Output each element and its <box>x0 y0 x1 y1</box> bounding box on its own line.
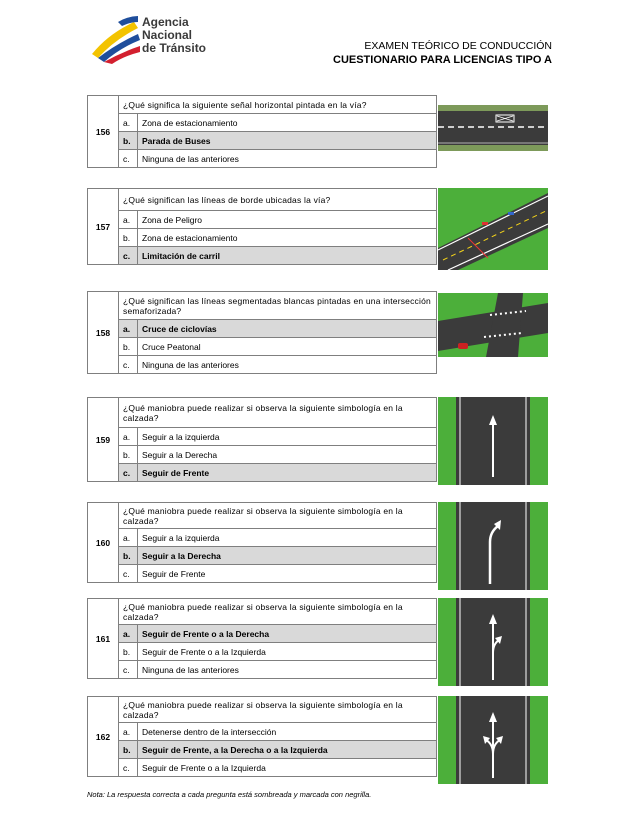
option-text: Seguir de Frente o a la Derecha <box>138 625 437 643</box>
question-text: ¿Qué significan las líneas segmentadas blancas pintadas en una intersección semaforizada? <box>119 292 437 320</box>
answer-option <box>88 529 437 547</box>
option-letter: b. <box>119 338 138 356</box>
option-letter: a. <box>119 529 138 547</box>
road-illustration-162 <box>438 696 548 789</box>
option-text: Seguir de Frente <box>138 464 437 482</box>
option-letter: c. <box>119 356 138 374</box>
option-letter: a. <box>119 723 138 741</box>
option-letter: b. <box>119 446 138 464</box>
document-header <box>333 40 552 66</box>
logo-line-3: de Tránsito <box>142 41 207 55</box>
answer-option <box>88 114 437 132</box>
answer-option <box>88 661 437 679</box>
option-letter: b. <box>119 643 138 661</box>
question-table <box>87 502 437 583</box>
option-text: Seguir de Frente <box>138 565 437 583</box>
answer-option <box>88 211 437 229</box>
option-text: Limitación de carril <box>138 247 437 265</box>
agency-name <box>142 16 206 55</box>
answer-option <box>88 428 437 446</box>
question-number: 158 <box>88 292 119 374</box>
question-table <box>87 598 437 679</box>
answer-option <box>88 356 437 374</box>
option-letter: a. <box>119 114 138 132</box>
question-table <box>87 397 437 482</box>
option-text: Seguir de Frente, a la Derecha o a la Izquierda <box>138 741 437 759</box>
exam-subtitle: CUESTIONARIO PARA LICENCIAS TIPO A <box>333 54 552 66</box>
question-text: ¿Qué maniobra puede realizar si observa la siguiente simbología en la calzada? <box>119 503 437 529</box>
answer-option <box>88 741 437 759</box>
option-letter: b. <box>119 547 138 565</box>
answer-option <box>88 723 437 741</box>
option-letter: a. <box>119 625 138 643</box>
answer-option <box>88 320 437 338</box>
road-illustration-159 <box>438 397 548 490</box>
answer-option <box>88 565 437 583</box>
answer-option <box>88 446 437 464</box>
footnote: Nota: La respuesta correcta a cada pregunta está sombreada y marcada con negrilla. <box>87 790 372 799</box>
option-text: Parada de Buses <box>138 132 437 150</box>
option-text: Seguir de Frente o a la Izquierda <box>138 759 437 777</box>
question-number: 157 <box>88 189 119 265</box>
option-text: Ninguna de las anteriores <box>138 150 437 168</box>
logo-line-2: Nacional <box>142 28 193 42</box>
option-text: Ninguna de las anteriores <box>138 661 437 679</box>
question-text: ¿Qué maniobra puede realizar si observa la siguiente simbología en la calzada? <box>119 398 437 428</box>
question-text: ¿Qué maniobra puede realizar si observa la siguiente simbología en la calzada? <box>119 697 437 723</box>
road-illustration-157 <box>438 188 548 275</box>
exam-title: EXAMEN TEÓRICO DE CONDUCCIÓN <box>364 40 552 52</box>
logo-line-1: Agencia <box>142 15 189 29</box>
option-letter: b. <box>119 229 138 247</box>
option-letter: a. <box>119 320 138 338</box>
question-number: 160 <box>88 503 119 583</box>
option-letter: c. <box>119 247 138 265</box>
question-table <box>87 188 437 265</box>
option-letter: b. <box>119 741 138 759</box>
option-letter: a. <box>119 211 138 229</box>
option-letter: c. <box>119 759 138 777</box>
option-letter: c. <box>119 661 138 679</box>
option-letter: c. <box>119 565 138 583</box>
answer-option <box>88 338 437 356</box>
answer-option <box>88 625 437 643</box>
question-number: 161 <box>88 599 119 679</box>
option-text: Seguir a la izquierda <box>138 428 437 446</box>
option-text: Cruce Peatonal <box>138 338 437 356</box>
question-number: 159 <box>88 398 119 482</box>
road-illustration-161 <box>438 598 548 691</box>
question-table <box>87 291 437 374</box>
option-text: Ninguna de las anteriores <box>138 356 437 374</box>
option-letter: c. <box>119 150 138 168</box>
option-text: Zona de estacionamiento <box>138 114 437 132</box>
answer-option <box>88 643 437 661</box>
answer-option <box>88 229 437 247</box>
road-illustration-160 <box>438 502 548 595</box>
road-illustration-158 <box>438 293 548 362</box>
option-text: Cruce de ciclovías <box>138 320 437 338</box>
option-text: Seguir a la izquierda <box>138 529 437 547</box>
option-letter: b. <box>119 132 138 150</box>
question-text: ¿Qué maniobra puede realizar si observa la siguiente simbología en la calzada? <box>119 599 437 625</box>
option-text: Detenerse dentro de la intersección <box>138 723 437 741</box>
answer-option <box>88 464 437 482</box>
option-text: Zona de estacionamiento <box>138 229 437 247</box>
option-text: Seguir a la Derecha <box>138 446 437 464</box>
question-table <box>87 95 437 168</box>
answer-option <box>88 150 437 168</box>
option-letter: a. <box>119 428 138 446</box>
question-text: ¿Qué significa la siguiente señal horizontal pintada en la vía? <box>119 96 437 114</box>
question-table <box>87 696 437 777</box>
answer-option <box>88 132 437 150</box>
answer-option <box>88 759 437 777</box>
option-text: Zona de Peligro <box>138 211 437 229</box>
answer-option <box>88 547 437 565</box>
question-number: 156 <box>88 96 119 168</box>
question-number: 162 <box>88 697 119 777</box>
answer-option <box>88 247 437 265</box>
road-illustration-156 <box>438 105 548 156</box>
question-text: ¿Qué significan las líneas de borde ubicadas la vía? <box>119 189 437 211</box>
option-text: Seguir de Frente o a la Izquierda <box>138 643 437 661</box>
option-text: Seguir a la Derecha <box>138 547 437 565</box>
option-letter: c. <box>119 464 138 482</box>
